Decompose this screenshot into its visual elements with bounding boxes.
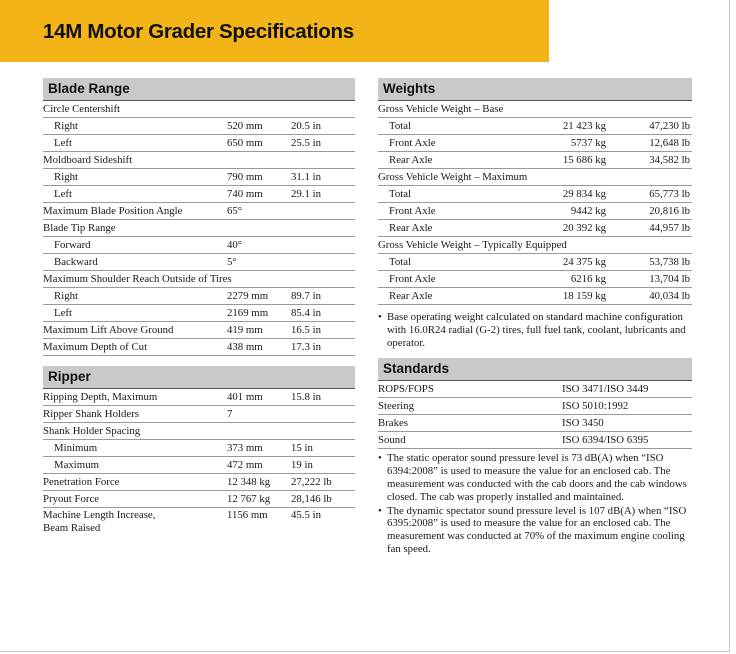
row-label: Rear Axle (389, 290, 433, 302)
row-label: Front Axle (389, 273, 436, 285)
table-row (378, 288, 692, 305)
table-row (378, 118, 692, 135)
table-row (43, 288, 355, 305)
row-metric: 15 686 kg (562, 154, 606, 166)
row-label: Machine Length Increase, Beam Raised (43, 509, 156, 534)
row-standard: ISO 3450 (562, 417, 604, 430)
weights-heading: Weights (378, 78, 692, 101)
row-label: Backward (54, 256, 98, 268)
row-standard: ISO 6394/ISO 6395 (562, 434, 649, 447)
table-row (378, 432, 692, 449)
row-label: Sound (378, 434, 406, 447)
row-metric: 21 423 kg (562, 120, 606, 132)
table-row (43, 389, 355, 406)
row-metric: 5° (227, 256, 237, 268)
row-metric: 1156 mm (227, 509, 268, 521)
table-row (43, 101, 355, 118)
row-imperial: 65,773 lb (649, 188, 690, 200)
table-row (43, 271, 355, 288)
row-metric: 373 mm (227, 442, 263, 454)
row-metric: 472 mm (227, 459, 263, 471)
page-title: 14M Motor Grader Specifications (43, 20, 354, 43)
ripper-heading: Ripper (43, 366, 355, 389)
row-standard: ISO 5010:1992 (562, 400, 629, 413)
row-metric: 650 mm (227, 137, 263, 149)
table-row (43, 305, 355, 322)
row-label: Gross Vehicle Weight – Maximum (378, 171, 528, 183)
row-metric: 24 375 kg (562, 256, 606, 268)
row-label: Gross Vehicle Weight – Typically Equipped (378, 239, 567, 251)
standards-notes (378, 452, 692, 555)
row-metric: 9442 kg (570, 205, 606, 217)
row-label: Maximum Shoulder Reach Outside of Tires (43, 273, 232, 285)
row-label: Minimum (54, 442, 98, 454)
weights-table (378, 101, 692, 305)
table-row (378, 237, 692, 254)
row-imperial: 29.1 in (291, 188, 321, 200)
row-label: Maximum Depth of Cut (43, 341, 148, 353)
row-imperial: 16.5 in (291, 324, 321, 336)
table-row (378, 203, 692, 220)
row-imperial: 45.5 in (291, 509, 321, 521)
row-imperial: 40,034 lb (649, 290, 690, 302)
row-label: Rear Axle (389, 222, 433, 234)
table-row (378, 398, 692, 415)
ripper-table (43, 389, 355, 508)
table-row (378, 135, 692, 152)
table-row (43, 186, 355, 203)
table-row (43, 339, 355, 356)
row-metric: 5737 kg (570, 137, 606, 149)
row-imperial: 13,704 lb (649, 273, 690, 285)
row-imperial: 53,738 lb (649, 256, 690, 268)
table-row (43, 423, 355, 440)
row-label: Gross Vehicle Weight – Base (378, 103, 504, 115)
row-metric: 2169 mm (227, 307, 269, 319)
table-row (43, 491, 355, 508)
table-row (43, 322, 355, 339)
row-imperial: 17.3 in (291, 341, 321, 353)
row-imperial: 19 in (291, 459, 313, 471)
table-row (43, 220, 355, 237)
row-imperial: 31.1 in (291, 171, 321, 183)
row-imperial: 44,957 lb (649, 222, 690, 234)
row-standard: ISO 3471/ISO 3449 (562, 383, 649, 396)
row-label: Total (389, 120, 412, 132)
row-label: Brakes (378, 417, 408, 430)
blade-range-table (43, 101, 355, 356)
table-row (43, 457, 355, 474)
row-label: ROPS/FOPS (378, 383, 434, 396)
row-imperial: 47,230 lb (649, 120, 690, 132)
row-label: Ripper Shank Holders (43, 408, 139, 420)
row-metric: 12 767 kg (227, 493, 271, 505)
standards-note: • The dynamic spectator sound pressure level is 107 dB(A) when “ISO 6395:2008” is used to measure the value for an enclosed cab. The measurement was conducted at 70% of the maximum engine cooling fan speed. (378, 505, 692, 556)
left-column (43, 78, 355, 536)
row-imperial: 28,146 lb (291, 493, 332, 505)
table-row (43, 474, 355, 491)
table-row (378, 220, 692, 237)
row-label: Total (389, 256, 412, 268)
table-row (43, 237, 355, 254)
row-imperial: 25.5 in (291, 137, 321, 149)
row-label: Ripping Depth, Maximum (43, 391, 158, 403)
table-row (43, 406, 355, 423)
table-row (378, 186, 692, 203)
right-column (378, 78, 692, 557)
row-label: Penetration Force (43, 476, 120, 488)
table-row (43, 135, 355, 152)
row-label: Shank Holder Spacing (43, 425, 141, 437)
row-label: Right (54, 171, 78, 183)
table-row (43, 169, 355, 186)
row-label: Moldboard Sideshift (43, 154, 133, 166)
row-label: Maximum (54, 459, 99, 471)
row-metric: 438 mm (227, 341, 263, 353)
row-label: Circle Centershift (43, 103, 121, 115)
table-row (43, 203, 355, 220)
table-row (378, 381, 692, 398)
row-label: Left (54, 307, 72, 319)
table-row (378, 169, 692, 186)
row-metric: 2279 mm (227, 290, 269, 302)
row-label: Right (54, 120, 78, 132)
table-row (43, 152, 355, 169)
table-row (43, 118, 355, 135)
row-label: Pryout Force (43, 493, 100, 505)
table-row (43, 440, 355, 457)
row-label: Left (54, 188, 72, 200)
row-metric: 401 mm (227, 391, 263, 403)
row-label: Maximum Lift Above Ground (43, 324, 174, 336)
row-metric: 419 mm (227, 324, 263, 336)
row-metric: 12 348 kg (227, 476, 271, 488)
row-imperial: 20,816 lb (649, 205, 690, 217)
row-metric: 40° (227, 239, 243, 251)
table-row (378, 271, 692, 288)
row-metric: 18 159 kg (562, 290, 606, 302)
row-label: Front Axle (389, 137, 436, 149)
table-row (378, 101, 692, 118)
row-metric: 6216 kg (570, 273, 606, 285)
row-label: Total (389, 188, 412, 200)
row-metric: 740 mm (227, 188, 263, 200)
row-imperial: 27,222 lb (291, 476, 332, 488)
row-label: Rear Axle (389, 154, 433, 166)
row-metric: 20 392 kg (562, 222, 606, 234)
weights-note: • Base operating weight calculated on standard machine configuration with 16.0R24 radial (G-2) tires, full fuel tank, coolant, lubricants and operator. (378, 311, 692, 349)
table-row (378, 254, 692, 271)
row-label: Blade Tip Range (43, 222, 116, 234)
row-label: Forward (54, 239, 91, 251)
row-metric: 7 (227, 408, 233, 420)
row-metric: 29 834 kg (562, 188, 606, 200)
row-label: Right (54, 290, 78, 302)
row-imperial: 20.5 in (291, 120, 321, 132)
row-imperial: 34,582 lb (649, 154, 690, 166)
title-banner (0, 0, 549, 62)
row-label: Steering (378, 400, 414, 413)
table-row (378, 415, 692, 432)
table-row (378, 152, 692, 169)
standards-note: • The static operator sound pressure level is 73 dB(A) when “ISO 6394:2008” is used to measure the value for an enclosed cab. The measurement was conducted with the cab doors and the cab windows closed. The cab was properly installed and maintained. (378, 452, 692, 503)
row-imperial: 15 in (291, 442, 313, 454)
standards-heading: Standards (378, 358, 692, 381)
row-imperial: 12,648 lb (649, 137, 690, 149)
standards-table (378, 381, 692, 449)
row-metric: 65° (227, 205, 243, 217)
weights-notes (378, 311, 692, 349)
row-metric: 790 mm (227, 171, 263, 183)
blade-range-heading: Blade Range (43, 78, 355, 101)
table-row (43, 254, 355, 271)
row-imperial: 15.8 in (291, 391, 321, 403)
row-metric: 520 mm (227, 120, 263, 132)
row-label: Left (54, 137, 72, 149)
row-imperial: 85.4 in (291, 307, 321, 319)
table-row (43, 508, 355, 536)
row-label: Front Axle (389, 205, 436, 217)
row-imperial: 89.7 in (291, 290, 321, 302)
row-label: Maximum Blade Position Angle (43, 205, 183, 217)
